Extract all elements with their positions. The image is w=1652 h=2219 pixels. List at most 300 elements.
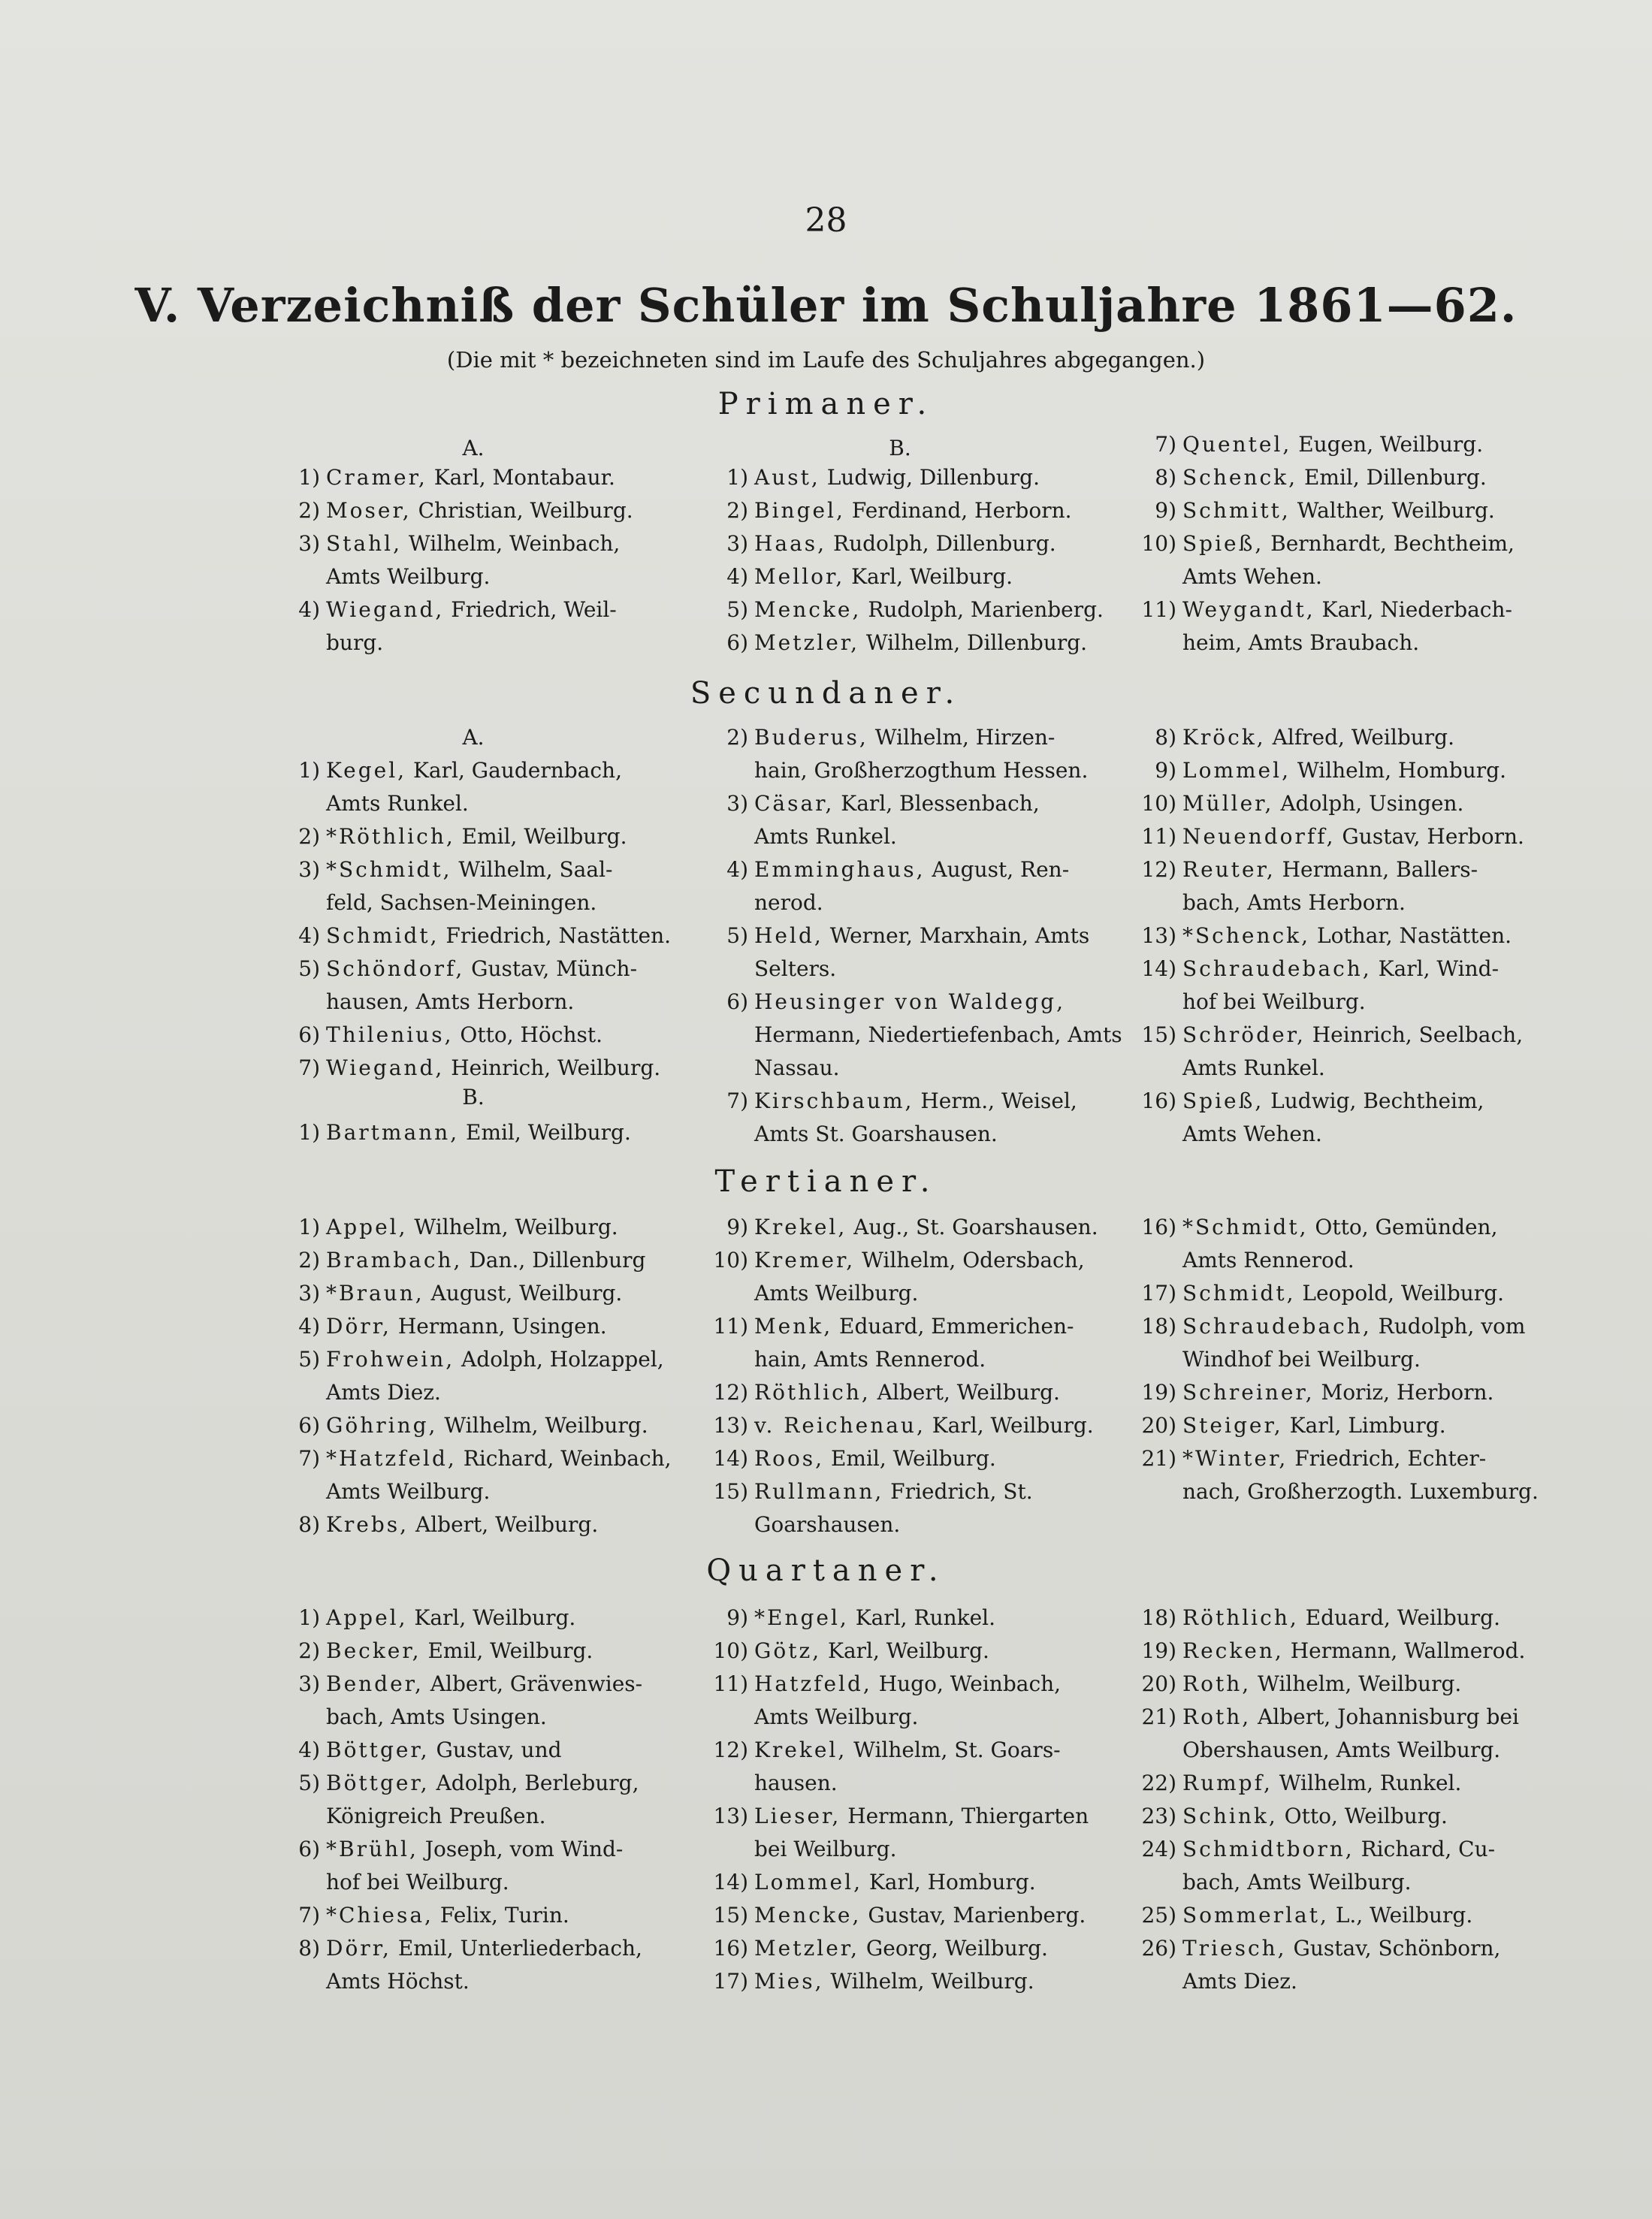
- entry-number: 11): [713, 1671, 748, 1696]
- list-item: [270, 1244, 672, 1277]
- student-surname: Schreiner,: [1182, 1380, 1315, 1405]
- entry-number: 2): [298, 498, 320, 523]
- entry-number: 9): [1155, 498, 1176, 523]
- student-surname: Röthlich,: [754, 1380, 871, 1405]
- student-surname: Held,: [754, 923, 823, 948]
- list-item: [699, 1635, 1089, 1668]
- list-item: [1127, 787, 1524, 820]
- quartaner-col-2: [699, 1602, 1089, 1998]
- student-details: Herm., Weisel,: [920, 1088, 1077, 1113]
- student-details: Emil, Weilburg.: [427, 1638, 593, 1663]
- entry-number: 1): [298, 465, 320, 490]
- student-details: Ludwig, Dillenburg.: [826, 465, 1040, 490]
- student-details: Gustav, Marienberg.: [868, 1903, 1086, 1928]
- student-surname: Bingel,: [754, 498, 845, 523]
- list-item: [699, 560, 1104, 593]
- entry-number: 2): [298, 1248, 320, 1273]
- student-surname: Krebs,: [326, 1512, 409, 1537]
- list-item: [270, 919, 671, 953]
- student-surname: Moser,: [326, 498, 412, 523]
- student-details: Karl, Wind-: [1378, 956, 1499, 981]
- entry-number: 14): [713, 1870, 748, 1894]
- list-item: [699, 1932, 1089, 1965]
- student-details: Eduard, Emmerichen-: [839, 1314, 1074, 1339]
- student-surname: Recken,: [1182, 1638, 1284, 1663]
- list-item: [699, 1965, 1089, 1998]
- list-item: [270, 1116, 631, 1149]
- entry-number: 3): [298, 1671, 320, 1696]
- entry-continuation: Amts Weilburg.: [326, 1479, 491, 1504]
- list-item: [270, 754, 671, 787]
- student-details: Hermann, Usingen.: [397, 1314, 607, 1339]
- entry-number: 6): [298, 1837, 320, 1861]
- entry-number: 9): [726, 1215, 748, 1239]
- entry-number: 16): [1141, 1088, 1176, 1113]
- entry-number: 2): [726, 725, 748, 750]
- student-details: Wilhelm, Homburg.: [1297, 758, 1506, 783]
- student-surname: Bender,: [326, 1671, 424, 1696]
- student-surname: Lommel,: [1182, 758, 1291, 783]
- list-item: [1127, 1310, 1539, 1343]
- entry-number: 24): [1141, 1837, 1176, 1861]
- entry-number: 19): [1141, 1380, 1176, 1405]
- entry-continuation: hausen, Amts Herborn.: [326, 989, 575, 1014]
- entry-continuation: Amts Weilburg.: [326, 564, 491, 589]
- quartaner-col-3: [1127, 1602, 1525, 1998]
- student-surname: Müller,: [1182, 791, 1274, 816]
- entry-number: 4): [298, 923, 320, 948]
- student-details: Hermann, Thiergarten: [847, 1804, 1089, 1828]
- student-details: Heinrich, Seelbach,: [1312, 1022, 1524, 1047]
- entry-number: 6): [726, 989, 748, 1014]
- entry-number: 13): [1141, 923, 1176, 948]
- student-details: Karl, Runkel.: [855, 1605, 996, 1630]
- student-surname: Schöndorf,: [326, 956, 465, 981]
- list-item: [699, 853, 1122, 886]
- entry-number: 6): [726, 630, 748, 655]
- student-surname: Schmidt,: [326, 923, 439, 948]
- list-item: [270, 461, 633, 494]
- list-item: [1127, 820, 1524, 853]
- student-surname: Steiger,: [1182, 1413, 1283, 1438]
- list-item: [270, 1635, 642, 1668]
- entry-number: 16): [1141, 1215, 1176, 1239]
- entry-number: 7): [1155, 432, 1176, 457]
- student-surname: Schraudebach,: [1182, 956, 1372, 981]
- student-surname: Röthlich,: [1182, 1605, 1299, 1630]
- student-surname: Appel,: [326, 1605, 408, 1630]
- entry-number: 14): [1141, 956, 1176, 981]
- student-surname: Wiegand,: [326, 597, 445, 622]
- entry-number: 4): [726, 857, 748, 882]
- student-surname: Sommerlat,: [1182, 1903, 1329, 1928]
- student-surname: Lieser,: [754, 1804, 841, 1828]
- student-details: Albert, Grävenwies-: [430, 1671, 643, 1696]
- student-surname: Reuter,: [1182, 857, 1276, 882]
- entry-number: 8): [298, 1512, 320, 1537]
- student-details: Rudolph, Marienberg.: [868, 597, 1104, 622]
- student-surname: v. Reichenau,: [754, 1413, 926, 1438]
- subheading-secundaner-a: A.: [462, 725, 485, 750]
- student-details: Emil, Weilburg.: [830, 1446, 996, 1471]
- entry-number: 3): [298, 531, 320, 556]
- student-details: Friedrich, Nastätten.: [445, 923, 672, 948]
- student-surname: Kirschbaum,: [754, 1088, 914, 1113]
- entry-number: 17): [1141, 1281, 1176, 1306]
- student-details: Karl, Homburg.: [868, 1870, 1036, 1894]
- entry-continuation: Nassau.: [754, 1055, 840, 1080]
- student-details: Rudolph, vom: [1378, 1314, 1526, 1339]
- student-details: Wilhelm, Hirzen-: [874, 725, 1056, 750]
- student-details: Wilhelm, Weilburg.: [444, 1413, 648, 1438]
- entry-continuation: bach, Amts Weilburg.: [1182, 1870, 1412, 1894]
- student-surname: Schmidt,: [1182, 1281, 1296, 1306]
- entry-number: 10): [713, 1248, 748, 1273]
- student-details: Felix, Turin.: [439, 1903, 569, 1928]
- entry-number: 5): [726, 597, 748, 622]
- list-item: [1127, 1442, 1539, 1475]
- student-surname: Kegel,: [326, 758, 407, 783]
- list-item: [270, 853, 671, 886]
- student-surname: Mies,: [754, 1969, 824, 1994]
- quartaner-col-1: [270, 1602, 642, 1998]
- student-surname: Götz,: [754, 1638, 822, 1663]
- list-item: [1127, 1800, 1525, 1833]
- entry-number: 5): [298, 1347, 320, 1372]
- student-surname: Triesch,: [1182, 1936, 1287, 1961]
- entry-number: 2): [726, 498, 748, 523]
- list-item: [1127, 1211, 1539, 1244]
- list-item: [699, 1899, 1089, 1932]
- entry-number: 20): [1141, 1413, 1176, 1438]
- list-item: [699, 721, 1122, 754]
- entry-continuation: Hermann, Niedertiefenbach, Amts: [754, 1022, 1122, 1047]
- entry-number: 4): [298, 1314, 320, 1339]
- student-details: Alfred, Weilburg.: [1272, 725, 1454, 750]
- section-heading-secundaner: Secundaner.: [690, 676, 962, 711]
- list-item: [270, 1833, 642, 1866]
- list-item: [699, 1442, 1098, 1475]
- entry-number: 15): [713, 1903, 748, 1928]
- list-item: [1127, 428, 1515, 461]
- entry-number: 4): [298, 1737, 320, 1762]
- student-details: Ludwig, Bechtheim,: [1270, 1088, 1484, 1113]
- list-item: [270, 527, 633, 560]
- student-details: Richard, Weinbach,: [463, 1446, 672, 1471]
- page-number: 28: [805, 201, 847, 240]
- list-item: [699, 461, 1104, 494]
- student-surname: Krekel,: [754, 1215, 847, 1239]
- entry-number: 7): [726, 1088, 748, 1113]
- list-item: [699, 919, 1122, 953]
- list-item: [1127, 721, 1524, 754]
- student-details: Adolph, Berleburg,: [436, 1771, 639, 1795]
- student-details: Karl, Blessenbach,: [841, 791, 1040, 816]
- secundaner-col-1b: [270, 1116, 631, 1149]
- list-item: [270, 1019, 671, 1052]
- student-surname: Thilenius,: [326, 1022, 454, 1047]
- student-details: Gustav, Schönborn,: [1293, 1936, 1501, 1961]
- student-surname: Mellor,: [754, 564, 845, 589]
- list-item: [1127, 754, 1524, 787]
- entry-continuation: feld, Sachsen-Meiningen.: [326, 890, 597, 915]
- entry-continuation: Amts Wehen.: [1182, 1122, 1322, 1146]
- subheading-secundaner-b: B.: [462, 1085, 485, 1110]
- list-item: [1127, 1376, 1539, 1409]
- page-subtitle: (Die mit * bezeichneten sind im Laufe des Schuljahres abgegangen.): [446, 347, 1206, 373]
- student-details: Lothar, Nastätten.: [1316, 923, 1512, 948]
- student-surname: Schenck,: [1182, 465, 1298, 490]
- entry-number: 2): [298, 1638, 320, 1663]
- list-item: [699, 1800, 1089, 1833]
- entry-number: 7): [298, 1055, 320, 1080]
- student-details: Albert, Johannisburg bei: [1258, 1704, 1519, 1729]
- student-surname: Weygandt,: [1182, 597, 1315, 622]
- list-item: [270, 1442, 672, 1475]
- student-surname: Böttger,: [326, 1771, 430, 1795]
- list-item: [1127, 1635, 1525, 1668]
- student-details: Hugo, Weinbach,: [878, 1671, 1062, 1696]
- student-surname: Heusinger von Waldegg,: [754, 989, 1066, 1014]
- entry-continuation: Amts Runkel.: [754, 824, 897, 849]
- list-item: [699, 1376, 1098, 1409]
- entry-number: 18): [1141, 1314, 1176, 1339]
- entry-number: 26): [1141, 1936, 1176, 1961]
- list-item: [270, 1767, 642, 1800]
- student-surname: Quentel,: [1182, 432, 1292, 457]
- student-surname: Cäsar,: [754, 791, 835, 816]
- student-details: Friedrich, Echter-: [1294, 1446, 1487, 1471]
- list-item: [699, 1475, 1098, 1508]
- student-surname: Wiegand,: [326, 1055, 445, 1080]
- subheading-primaner-b: B.: [889, 436, 911, 460]
- entry-continuation: Amts Diez.: [326, 1380, 441, 1405]
- list-item: [270, 1409, 672, 1442]
- entry-continuation: nach, Großherzogth. Luxemburg.: [1182, 1479, 1539, 1504]
- student-surname: Appel,: [326, 1215, 408, 1239]
- student-details: Wilhelm, Weilburg.: [414, 1215, 618, 1239]
- student-details: L., Weilburg.: [1335, 1903, 1473, 1928]
- student-surname: Roth,: [1182, 1704, 1252, 1729]
- student-surname: Neuendorff,: [1182, 824, 1336, 849]
- student-surname: Dörr,: [326, 1314, 391, 1339]
- entry-number: 12): [713, 1380, 748, 1405]
- entry-continuation: hain, Großherzogthum Hessen.: [754, 758, 1089, 783]
- student-details: Karl, Weilburg.: [414, 1605, 576, 1630]
- list-item: [270, 1668, 642, 1701]
- list-item: [699, 1211, 1098, 1244]
- entry-number: 22): [1141, 1771, 1176, 1795]
- student-surname: Becker,: [326, 1638, 421, 1663]
- entry-number: 2): [298, 824, 320, 849]
- student-details: Gustav, Herborn.: [1342, 824, 1524, 849]
- student-surname: Schröder,: [1182, 1022, 1306, 1047]
- entry-continuation: Amts Diez.: [1182, 1969, 1297, 1994]
- list-item: [699, 1602, 1089, 1635]
- entry-number: 5): [298, 956, 320, 981]
- student-details: Wilhelm, Odersbach,: [862, 1248, 1085, 1273]
- student-details: Eugen, Weilburg.: [1298, 432, 1484, 457]
- student-surname: *Chiesa,: [326, 1903, 433, 1928]
- student-surname: Rumpf,: [1182, 1771, 1273, 1795]
- section-heading-tertianer: Tertianer.: [714, 1164, 938, 1199]
- list-item: [270, 1052, 671, 1085]
- list-item: [270, 1310, 672, 1343]
- list-item: [699, 1734, 1089, 1767]
- secundaner-col-3: [1127, 721, 1524, 1151]
- student-details: Walther, Weilburg.: [1297, 498, 1495, 523]
- list-item: [1127, 593, 1515, 626]
- student-surname: Spieß,: [1182, 1088, 1264, 1113]
- student-surname: Schmitt,: [1182, 498, 1291, 523]
- list-item: [1127, 919, 1524, 953]
- student-details: Bernhardt, Bechtheim,: [1270, 531, 1515, 556]
- student-surname: Hatzfeld,: [754, 1671, 872, 1696]
- student-surname: Rullmann,: [754, 1479, 884, 1504]
- student-surname: Buderus,: [754, 725, 868, 750]
- student-surname: Dörr,: [326, 1936, 391, 1961]
- entry-number: 8): [1155, 465, 1176, 490]
- list-item: [699, 1085, 1122, 1118]
- entry-continuation: Amts St. Goarshausen.: [754, 1122, 998, 1146]
- student-surname: Schmidtborn,: [1182, 1837, 1355, 1861]
- entry-continuation: Amts Höchst.: [326, 1969, 470, 1994]
- list-item: [1127, 1767, 1525, 1800]
- entry-continuation: Amts Runkel.: [326, 791, 469, 816]
- student-surname: Lommel,: [754, 1870, 862, 1894]
- student-details: Karl, Gaudernbach,: [413, 758, 622, 783]
- entry-number: 10): [713, 1638, 748, 1663]
- entry-continuation: Selters.: [754, 956, 837, 981]
- student-surname: Bartmann,: [326, 1120, 460, 1145]
- student-details: Karl, Limburg.: [1289, 1413, 1446, 1438]
- page-title: V. Verzeichniß der Schüler im Schuljahre 1861—62.: [134, 278, 1518, 333]
- entry-number: 19): [1141, 1638, 1176, 1663]
- student-surname: Kröck,: [1182, 725, 1266, 750]
- list-item: [1127, 1932, 1525, 1965]
- list-item: [270, 1899, 642, 1932]
- student-surname: Aust,: [754, 465, 820, 490]
- secundaner-col-2: [699, 721, 1122, 1151]
- entry-number: 4): [298, 597, 320, 622]
- list-item: [270, 593, 633, 626]
- subheading-primaner-a: A.: [462, 436, 485, 460]
- student-details: Ferdinand, Herborn.: [851, 498, 1072, 523]
- student-details: Wilhelm, Weinbach,: [408, 531, 621, 556]
- entry-continuation: bei Weilburg.: [754, 1837, 897, 1861]
- list-item: [270, 1734, 642, 1767]
- entry-number: 4): [726, 564, 748, 589]
- list-item: [1127, 853, 1524, 886]
- entry-number: 9): [726, 1605, 748, 1630]
- entry-number: 11): [1141, 597, 1176, 622]
- entry-continuation: Amts Runkel.: [1182, 1055, 1325, 1080]
- entry-continuation: Königreich Preußen.: [326, 1804, 546, 1828]
- entry-continuation: Amts Weilburg.: [754, 1704, 919, 1729]
- student-surname: Metzler,: [754, 630, 859, 655]
- student-surname: Krekel,: [754, 1737, 847, 1762]
- student-details: Gustav, Münch-: [471, 956, 638, 981]
- entry-number: 15): [713, 1479, 748, 1504]
- secundaner-col-1a: [270, 754, 671, 1085]
- student-details: Karl, Weilburg.: [932, 1413, 1094, 1438]
- list-item: [1127, 1085, 1524, 1118]
- student-surname: Roos,: [754, 1446, 825, 1471]
- student-surname: Böttger,: [326, 1737, 430, 1762]
- primaner-col-1: [270, 461, 633, 660]
- student-surname: *Hatzfeld,: [326, 1446, 457, 1471]
- list-item: [1127, 1602, 1525, 1635]
- list-item: [699, 626, 1104, 660]
- entry-continuation: hausen.: [754, 1771, 838, 1795]
- entry-number: 11): [1141, 824, 1176, 849]
- student-surname: Brambach,: [326, 1248, 463, 1273]
- primaner-col-2: [699, 461, 1104, 660]
- student-surname: *Winter,: [1182, 1446, 1288, 1471]
- student-surname: Mencke,: [754, 597, 862, 622]
- entry-number: 7): [298, 1446, 320, 1471]
- list-item: [270, 1602, 642, 1635]
- student-details: Heinrich, Weilburg.: [451, 1055, 661, 1080]
- list-item: [1127, 494, 1515, 527]
- entry-number: 21): [1141, 1704, 1176, 1729]
- entry-number: 1): [298, 1120, 320, 1145]
- student-details: Albert, Weilburg.: [415, 1512, 599, 1537]
- entry-number: 15): [1141, 1022, 1176, 1047]
- student-details: Richard, Cu-: [1361, 1837, 1496, 1861]
- list-item: [1127, 1019, 1524, 1052]
- list-item: [270, 820, 671, 853]
- section-heading-quartaner: Quartaner.: [706, 1553, 946, 1588]
- list-item: [699, 1310, 1098, 1343]
- student-surname: Haas,: [754, 531, 827, 556]
- list-item: [270, 494, 633, 527]
- student-details: Hermann, Wallmerod.: [1290, 1638, 1526, 1663]
- student-details: Emil, Unterliederbach,: [397, 1936, 642, 1961]
- student-details: Emil, Weilburg.: [461, 824, 627, 849]
- entry-number: 17): [713, 1969, 748, 1994]
- list-item: [1127, 1701, 1525, 1734]
- student-details: Gustav, und: [436, 1737, 562, 1762]
- entry-number: 5): [298, 1771, 320, 1795]
- list-item: [699, 1409, 1098, 1442]
- entry-continuation: nerod.: [754, 890, 823, 915]
- entry-number: 8): [298, 1936, 320, 1961]
- list-item: [699, 986, 1122, 1019]
- student-details: Wilhelm, Weilburg.: [830, 1969, 1034, 1994]
- list-item: [699, 1244, 1098, 1277]
- student-surname: Schink,: [1182, 1804, 1278, 1828]
- list-item: [1127, 461, 1515, 494]
- student-details: Otto, Weilburg.: [1284, 1804, 1448, 1828]
- student-details: Otto, Gemünden,: [1315, 1215, 1498, 1239]
- student-surname: Metzler,: [754, 1936, 859, 1961]
- entry-continuation: Amts Wehen.: [1182, 564, 1322, 589]
- list-item: [699, 1866, 1089, 1899]
- student-details: Otto, Höchst.: [460, 1022, 603, 1047]
- list-item: [1127, 1277, 1539, 1310]
- student-details: Joseph, vom Wind-: [424, 1837, 624, 1861]
- entry-number: 13): [713, 1804, 748, 1828]
- student-details: Emil, Weilburg.: [466, 1120, 631, 1145]
- student-details: Karl, Niederbach-: [1321, 597, 1512, 622]
- list-item: [1127, 1899, 1525, 1932]
- student-details: Friedrich, St.: [890, 1479, 1033, 1504]
- entry-number: 3): [298, 857, 320, 882]
- student-surname: Mencke,: [754, 1903, 862, 1928]
- student-surname: Frohwein,: [326, 1347, 455, 1372]
- entry-number: 14): [713, 1446, 748, 1471]
